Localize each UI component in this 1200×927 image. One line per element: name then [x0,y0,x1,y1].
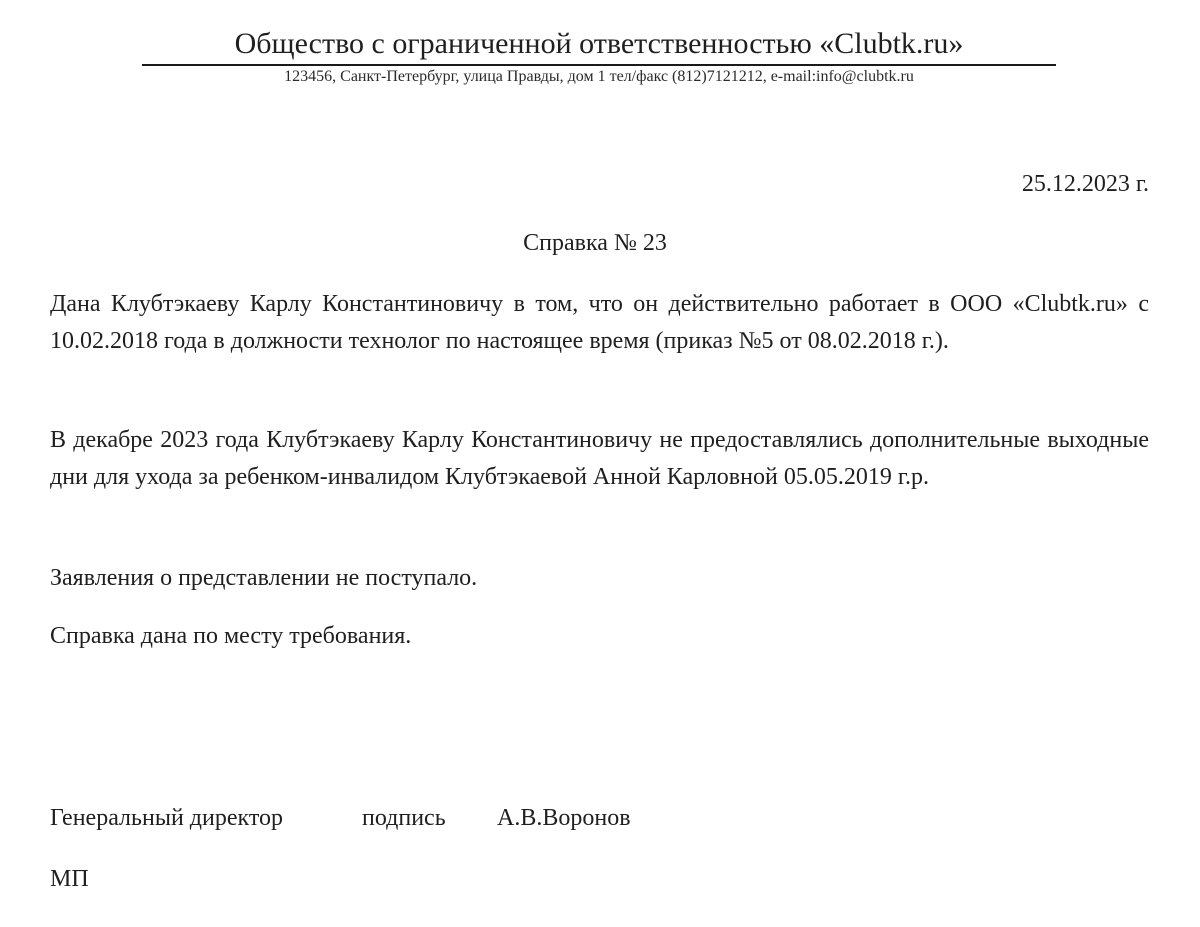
document-title [0,227,1200,259]
paragraph-employment: Дана Клубтэкаеву Карлу Константиновичу в том, что он действительно работает в ООО «Clubtk.ru» с 10.02.2018 года в должности технолог по настоящее время (приказ №5 от 08.02.2018 г.). [50,291,1149,354]
document-title-text: Справка № 23 [523,230,667,256]
signature-block [50,801,631,835]
paragraph-purpose: Справка дана по месту требования. [50,623,412,649]
organization-name: Общество с ограниченной ответственностью «Clubtk.ru» [142,24,1056,66]
organization-contacts: 123456, Санкт-Петербург, улица Правды, дом 1 тел/факс (812)7121212, e-mail:info@clubtk.ru [284,68,914,85]
paragraph-application: Заявления о представлении не поступало. [50,565,478,591]
signature-label: подпись [362,805,446,831]
document-date: 25.12.2023 г. [1021,171,1149,197]
paragraph-days-off: В декабре 2023 года Клубтэкаеву Карлу Константиновичу не предоставлялись дополнительные выходные дни для ухода за ребенком-инвалидом Клубтэкаевой Анной Карловной 05.05.2019 г.р. [50,427,1149,490]
signatory-name: А.В.Воронов [497,805,631,831]
signatory-position: Генеральный директор [50,805,284,831]
letterhead [142,24,1056,88]
stamp-placeholder: МП [50,866,89,892]
